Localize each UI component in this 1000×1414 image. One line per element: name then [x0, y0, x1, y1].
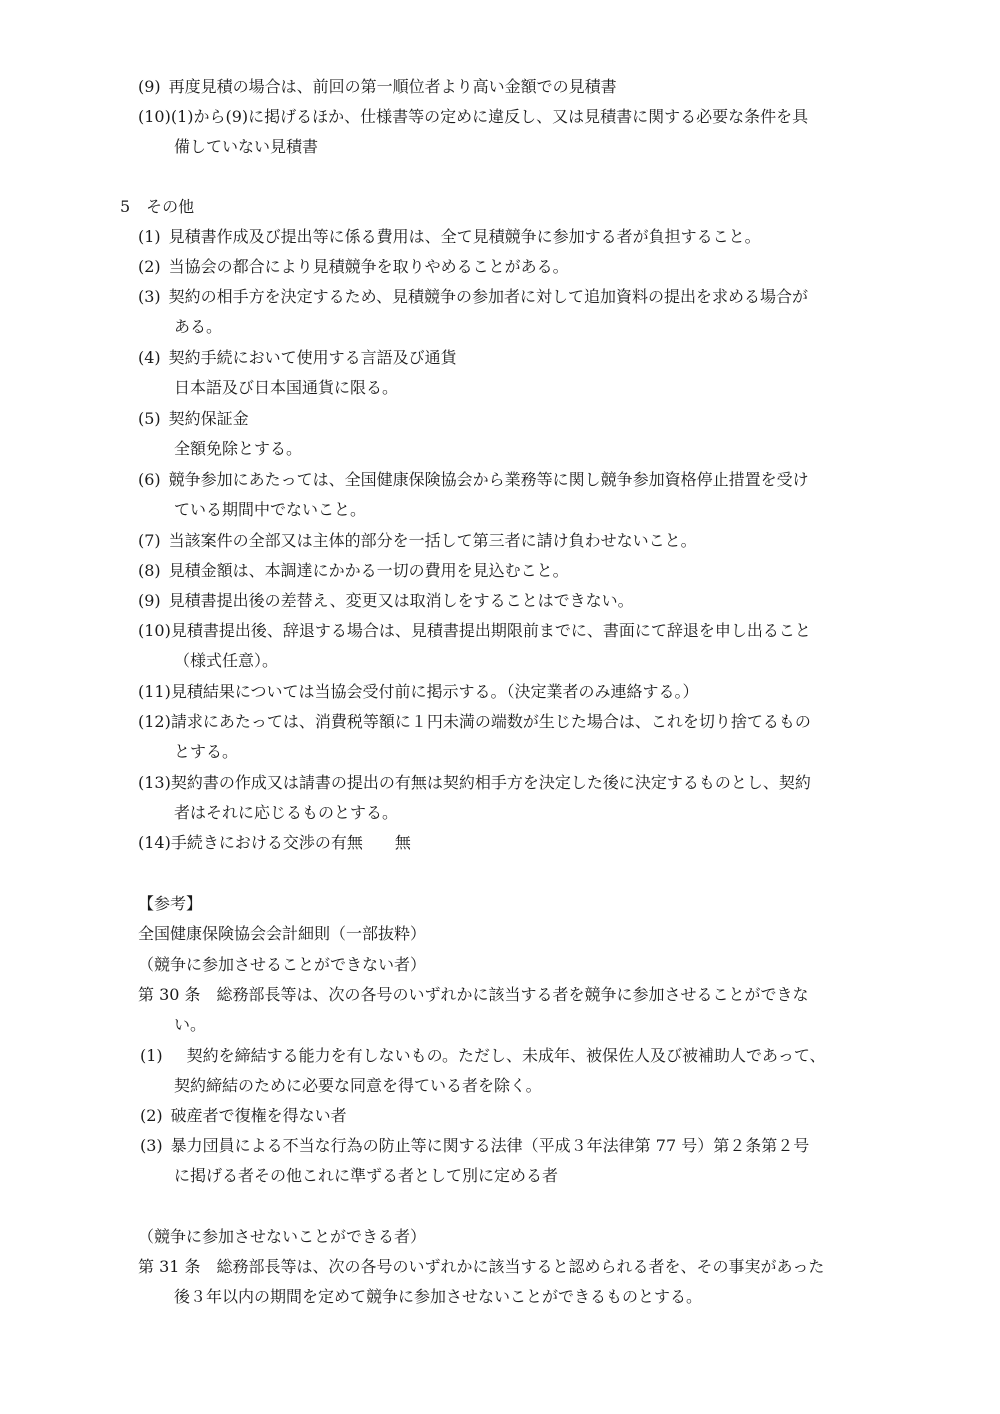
item-text: 契約書の作成又は請書の提出の有無は契約相手方を決定した後に決定するものとし、契約: [170, 773, 811, 792]
item-continuation: （様式任意）。: [174, 651, 279, 670]
item-number: (14): [138, 833, 171, 852]
item-number: (8): [138, 561, 161, 580]
item-number: (2): [138, 257, 161, 276]
item-number: (1): [138, 227, 161, 246]
item-text: 見積書提出後、辞退する場合は、見積書提出期限前までに、書面にて辞退を申し出ること: [170, 621, 811, 640]
article-31-text: 第 31 条 総務部長等は、次の各号のいずれかに該当すると認められる者を、その事実があった: [138, 1257, 825, 1276]
item-text: 当協会の都合により見積競争を取りやめることがある。: [168, 257, 569, 276]
item-number: (4): [138, 348, 161, 367]
item-number: (9): [138, 591, 161, 610]
item-number: (9): [138, 77, 161, 96]
item-continuation: ある。: [174, 317, 223, 336]
list-item: [140, 1101, 890, 1131]
item-number: (10): [138, 107, 171, 126]
item-text: 契約を締結する能力を有しないもの。ただし、未成年、被保佐人及び被補助人であって、: [170, 1046, 826, 1065]
item-number: (7): [138, 531, 161, 550]
article-caption: （競争に参加させることができない者）: [138, 955, 427, 974]
item-continuation: 者はそれに応じるものとする。: [174, 803, 399, 822]
item-text: 見積金額は、本調達にかかる一切の費用を見込むこと。: [168, 561, 569, 580]
article-caption: （競争に参加させないことができる者）: [138, 1227, 427, 1246]
item-number: (3): [138, 287, 161, 306]
item-text: 請求にあたっては、消費税等額に１円未満の端数が生じた場合は、これを切り捨てるもの: [170, 712, 811, 731]
list-item: [138, 677, 888, 707]
item-text: 手続きにおける交渉の有無 無: [170, 833, 411, 852]
item-continuation: 日本語及び日本国通貨に限る。: [174, 378, 399, 397]
item-continuation: 全額免除とする。: [174, 439, 303, 458]
list-item: [138, 586, 888, 616]
item-continuation: 備していない見積書: [174, 137, 319, 156]
item-number: (1): [140, 1046, 163, 1065]
item-number: (3): [140, 1136, 163, 1155]
list-item: [138, 828, 888, 858]
list-item: [138, 343, 888, 373]
list-item: [138, 465, 888, 495]
article-31-continuation: 後３年以内の期間を定めて競争に参加させないことができるものとする。: [174, 1287, 703, 1306]
article-30-continuation: い。: [174, 1015, 207, 1034]
item-number: (13): [138, 773, 171, 792]
reference-title: 全国健康保険協会会計細則（一部抜粋）: [138, 924, 427, 943]
list-item: [138, 72, 888, 102]
list-item: [138, 616, 888, 646]
item-text: 契約手続において使用する言語及び通貨: [168, 348, 457, 367]
item-text: 見積結果については当協会受付前に掲示する。（決定業者のみ連絡する。）: [170, 682, 699, 701]
item-text: (1)から(9)に掲げるほか、仕様書等の定めに違反し、又は見積書に関する必要な条件を具: [170, 107, 809, 126]
list-item: [138, 282, 888, 312]
item-text: 破産者で復権を得ない者: [170, 1106, 347, 1125]
list-item: [140, 1131, 890, 1161]
reference-heading: 【参考】: [138, 894, 203, 913]
item-text: 再度見積の場合は、前回の第一順位者より高い金額での見積書: [168, 77, 617, 96]
item-continuation: に掲げる者その他これに準ずる者として別に定める者: [174, 1166, 559, 1185]
list-item: [138, 404, 888, 434]
item-number: (5): [138, 409, 161, 428]
article-30-text: 第 30 条 総務部長等は、次の各号のいずれかに該当する者を競争に参加させることができな: [138, 985, 809, 1004]
item-number: (11): [138, 682, 171, 701]
item-text: 見積書作成及び提出等に係る費用は、全て見積競争に参加する者が負担すること。: [168, 227, 761, 246]
item-text: 競争参加にあたっては、全国健康保険協会から業務等に関し競争参加資格停止措置を受け: [168, 470, 809, 489]
list-item: [138, 102, 888, 132]
list-item: [138, 707, 888, 737]
section-heading: 5 その他: [120, 197, 195, 216]
item-continuation: 契約締結のために必要な同意を得ている者を除く。: [174, 1076, 542, 1095]
item-number: (6): [138, 470, 161, 489]
item-text: 暴力団員による不当な行為の防止等に関する法律（平成３年法律第 77 号）第２条第２号: [170, 1136, 810, 1155]
list-item: [138, 556, 888, 586]
list-item: [138, 222, 888, 252]
item-number: (10): [138, 621, 171, 640]
item-text: 当該案件の全部又は主体的部分を一括して第三者に請け負わせないこと。: [168, 531, 697, 550]
item-text: 契約保証金: [168, 409, 249, 428]
item-text: 契約の相手方を決定するため、見積競争の参加者に対して追加資料の提出を求める場合が: [168, 287, 809, 306]
item-number: (2): [140, 1106, 163, 1125]
item-continuation: とする。: [174, 742, 239, 761]
list-item: [140, 1041, 890, 1071]
list-item: [138, 526, 888, 556]
item-continuation: ている期間中でないこと。: [174, 500, 367, 519]
list-item: [138, 768, 888, 798]
list-item: [138, 252, 888, 282]
item-number: (12): [138, 712, 171, 731]
item-text: 見積書提出後の差替え、変更又は取消しをすることはできない。: [168, 591, 634, 610]
